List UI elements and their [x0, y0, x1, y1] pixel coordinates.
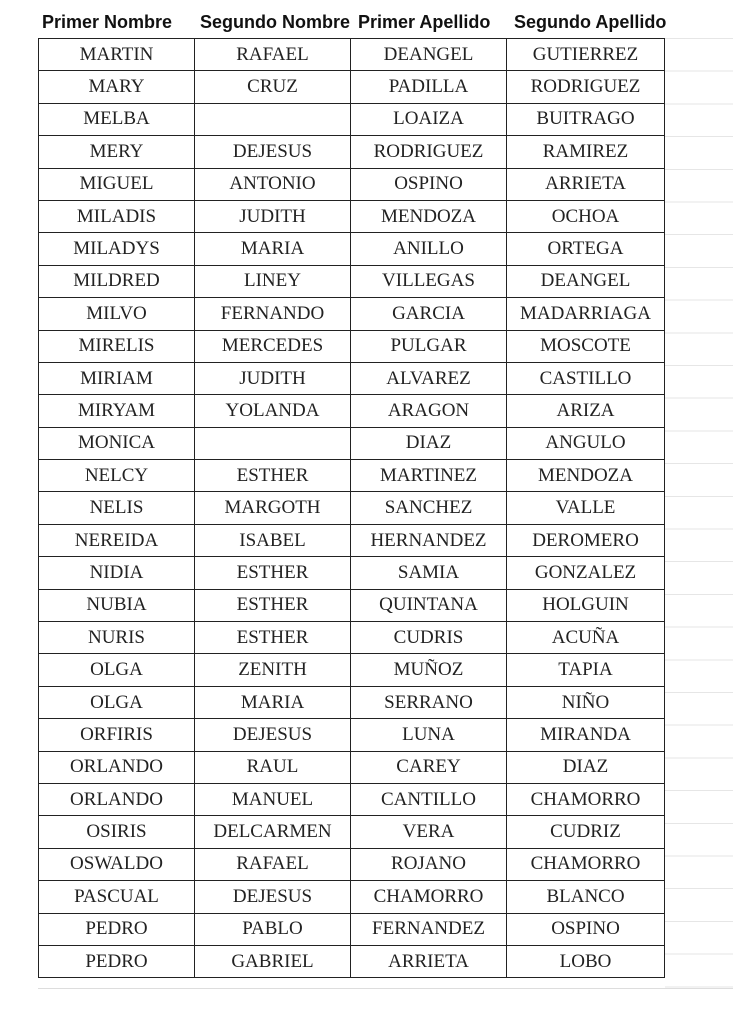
cell-primer-nombre[interactable]: MILVO — [39, 298, 195, 330]
cell-primer-apellido[interactable]: GARCIA — [351, 298, 507, 330]
cell-segundo-apellido[interactable]: BLANCO — [507, 881, 665, 913]
cell-segundo-nombre[interactable]: LINEY — [195, 265, 351, 297]
cell-segundo-apellido[interactable]: OSPINO — [507, 913, 665, 945]
header-segundo-apellido[interactable]: Segundo Apellido — [514, 11, 667, 32]
cell-primer-apellido[interactable]: MUÑOZ — [351, 654, 507, 686]
cell-primer-nombre[interactable]: MIRELIS — [39, 330, 195, 362]
cell-segundo-nombre[interactable]: RAUL — [195, 751, 351, 783]
table-row — [39, 945, 665, 977]
table-row — [39, 913, 665, 945]
cell-segundo-nombre[interactable] — [195, 427, 351, 459]
table-row — [39, 589, 665, 621]
cell-segundo-nombre[interactable]: CRUZ — [195, 71, 351, 103]
table-row — [39, 200, 665, 232]
table-row — [39, 395, 665, 427]
table-row — [39, 39, 665, 71]
table-row — [39, 816, 665, 848]
cell-segundo-apellido[interactable]: VALLE — [507, 492, 665, 524]
cell-primer-apellido[interactable]: MENDOZA — [351, 200, 507, 232]
cell-primer-nombre[interactable]: MARTIN — [39, 39, 195, 71]
cell-segundo-apellido[interactable]: DEANGEL — [507, 265, 665, 297]
cell-segundo-nombre[interactable]: DEJESUS — [195, 719, 351, 751]
cell-primer-nombre[interactable]: MILDRED — [39, 265, 195, 297]
cell-segundo-apellido[interactable]: CUDRIZ — [507, 816, 665, 848]
table-row — [39, 298, 665, 330]
table-row — [39, 265, 665, 297]
table-row — [39, 719, 665, 751]
cell-primer-nombre[interactable]: MARY — [39, 71, 195, 103]
cell-segundo-nombre[interactable]: MARGOTH — [195, 492, 351, 524]
cell-primer-nombre[interactable]: ORLANDO — [39, 751, 195, 783]
cell-segundo-apellido[interactable]: CHAMORRO — [507, 783, 665, 815]
cell-segundo-apellido[interactable]: OCHOA — [507, 200, 665, 232]
cell-primer-nombre[interactable]: PASCUAL — [39, 881, 195, 913]
cell-segundo-nombre[interactable]: DEJESUS — [195, 136, 351, 168]
cell-primer-nombre[interactable]: PEDRO — [39, 945, 195, 977]
cell-primer-apellido[interactable]: DIAZ — [351, 427, 507, 459]
cell-primer-nombre[interactable]: OLGA — [39, 654, 195, 686]
cell-segundo-nombre[interactable]: ESTHER — [195, 622, 351, 654]
table-row — [39, 71, 665, 103]
cell-segundo-nombre[interactable]: RAFAEL — [195, 39, 351, 71]
cell-primer-apellido[interactable]: DEANGEL — [351, 39, 507, 71]
cell-primer-nombre[interactable]: MERY — [39, 136, 195, 168]
cell-segundo-nombre[interactable]: PABLO — [195, 913, 351, 945]
cell-segundo-apellido[interactable]: GONZALEZ — [507, 557, 665, 589]
cell-primer-nombre[interactable]: NIDIA — [39, 557, 195, 589]
cell-primer-apellido[interactable]: MARTINEZ — [351, 460, 507, 492]
table-row — [39, 103, 665, 135]
cell-segundo-apellido[interactable]: CHAMORRO — [507, 848, 665, 880]
cell-primer-nombre[interactable]: ORFIRIS — [39, 719, 195, 751]
cell-primer-nombre[interactable]: OSWALDO — [39, 848, 195, 880]
cell-primer-nombre[interactable]: MIRIAM — [39, 362, 195, 394]
cell-primer-apellido[interactable]: CHAMORRO — [351, 881, 507, 913]
cell-primer-apellido[interactable]: PADILLA — [351, 71, 507, 103]
cell-primer-nombre[interactable]: MONICA — [39, 427, 195, 459]
header-primer-nombre[interactable]: Primer Nombre — [42, 11, 173, 32]
cell-primer-apellido[interactable]: SERRANO — [351, 686, 507, 718]
cell-segundo-apellido[interactable]: NIÑO — [507, 686, 665, 718]
cell-primer-apellido[interactable]: CUDRIS — [351, 622, 507, 654]
cell-segundo-apellido[interactable]: ACUÑA — [507, 622, 665, 654]
cell-segundo-nombre[interactable]: MARIA — [195, 233, 351, 265]
cell-segundo-apellido[interactable]: TAPIA — [507, 654, 665, 686]
cell-primer-apellido[interactable]: VERA — [351, 816, 507, 848]
cell-primer-apellido[interactable]: RODRIGUEZ — [351, 136, 507, 168]
header-row — [38, 6, 710, 38]
table-row — [39, 492, 665, 524]
cell-primer-nombre[interactable]: OSIRIS — [39, 816, 195, 848]
cell-primer-nombre[interactable]: NUBIA — [39, 589, 195, 621]
table-row — [39, 751, 665, 783]
cell-segundo-apellido[interactable]: LOBO — [507, 945, 665, 977]
cell-segundo-apellido[interactable]: DIAZ — [507, 751, 665, 783]
cell-primer-nombre[interactable]: MILADIS — [39, 200, 195, 232]
table-row — [39, 362, 665, 394]
cell-segundo-nombre[interactable]: JUDITH — [195, 200, 351, 232]
cell-segundo-apellido[interactable]: MIRANDA — [507, 719, 665, 751]
cell-segundo-apellido[interactable]: ORTEGA — [507, 233, 665, 265]
names-table — [38, 38, 665, 978]
cell-primer-nombre[interactable]: MIRYAM — [39, 395, 195, 427]
cell-segundo-nombre[interactable]: FERNANDO — [195, 298, 351, 330]
cell-primer-apellido[interactable]: ANILLO — [351, 233, 507, 265]
table-row — [39, 168, 665, 200]
cell-segundo-apellido[interactable]: ANGULO — [507, 427, 665, 459]
cell-primer-nombre[interactable]: NEREIDA — [39, 524, 195, 556]
cell-primer-apellido[interactable]: FERNANDEZ — [351, 913, 507, 945]
cell-segundo-apellido[interactable]: MENDOZA — [507, 460, 665, 492]
table-row — [39, 881, 665, 913]
cell-primer-nombre[interactable]: PEDRO — [39, 913, 195, 945]
cell-segundo-apellido[interactable]: BUITRAGO — [507, 103, 665, 135]
cell-primer-apellido[interactable]: VILLEGAS — [351, 265, 507, 297]
cell-primer-apellido[interactable]: HERNANDEZ — [351, 524, 507, 556]
table-row — [39, 136, 665, 168]
cell-primer-nombre[interactable]: NURIS — [39, 622, 195, 654]
cell-primer-nombre[interactable]: NELIS — [39, 492, 195, 524]
cell-primer-apellido[interactable]: LOAIZA — [351, 103, 507, 135]
cell-segundo-nombre[interactable]: ISABEL — [195, 524, 351, 556]
cell-segundo-nombre[interactable]: GABRIEL — [195, 945, 351, 977]
table-row — [39, 622, 665, 654]
empty-cells-area — [665, 38, 733, 988]
header-primer-apellido[interactable]: Primer Apellido — [358, 11, 491, 32]
cell-primer-apellido[interactable]: OSPINO — [351, 168, 507, 200]
cell-segundo-nombre[interactable]: JUDITH — [195, 362, 351, 394]
cell-primer-apellido[interactable]: QUINTANA — [351, 589, 507, 621]
cell-primer-apellido[interactable]: LUNA — [351, 719, 507, 751]
table-row — [39, 557, 665, 589]
cell-segundo-nombre[interactable]: RAFAEL — [195, 848, 351, 880]
cell-primer-apellido[interactable]: ARAGON — [351, 395, 507, 427]
cell-segundo-nombre[interactable]: ESTHER — [195, 589, 351, 621]
cell-primer-nombre[interactable]: MIGUEL — [39, 168, 195, 200]
cell-segundo-apellido[interactable]: RODRIGUEZ — [507, 71, 665, 103]
cell-primer-nombre[interactable]: OLGA — [39, 686, 195, 718]
cell-primer-apellido[interactable]: SANCHEZ — [351, 492, 507, 524]
cell-primer-nombre[interactable]: MELBA — [39, 103, 195, 135]
table-row — [39, 686, 665, 718]
cell-segundo-apellido[interactable]: GUTIERREZ — [507, 39, 665, 71]
cell-primer-nombre[interactable]: ORLANDO — [39, 783, 195, 815]
cell-segundo-apellido[interactable]: ARIZA — [507, 395, 665, 427]
cell-primer-apellido[interactable]: PULGAR — [351, 330, 507, 362]
cell-segundo-nombre[interactable]: ESTHER — [195, 557, 351, 589]
table-row — [39, 460, 665, 492]
cell-primer-apellido[interactable]: ALVAREZ — [351, 362, 507, 394]
cell-segundo-nombre[interactable]: ESTHER — [195, 460, 351, 492]
cell-segundo-apellido[interactable]: MADARRIAGA — [507, 298, 665, 330]
table-row — [39, 233, 665, 265]
cell-segundo-nombre[interactable]: DELCARMEN — [195, 816, 351, 848]
table-row — [39, 524, 665, 556]
cell-segundo-apellido[interactable]: DEROMERO — [507, 524, 665, 556]
cell-segundo-nombre[interactable]: MARIA — [195, 686, 351, 718]
cell-segundo-apellido[interactable]: CASTILLO — [507, 362, 665, 394]
cell-segundo-nombre[interactable] — [195, 103, 351, 135]
cell-primer-nombre[interactable]: MILADYS — [39, 233, 195, 265]
table-row — [39, 330, 665, 362]
cell-segundo-apellido[interactable]: RAMIREZ — [507, 136, 665, 168]
cell-segundo-nombre[interactable]: ZENITH — [195, 654, 351, 686]
cell-segundo-nombre[interactable]: YOLANDA — [195, 395, 351, 427]
cell-primer-apellido[interactable]: CANTILLO — [351, 783, 507, 815]
cell-primer-apellido[interactable]: CAREY — [351, 751, 507, 783]
table-row — [39, 654, 665, 686]
cell-segundo-nombre[interactable]: MANUEL — [195, 783, 351, 815]
cell-segundo-nombre[interactable]: DEJESUS — [195, 881, 351, 913]
cell-segundo-nombre[interactable]: MERCEDES — [195, 330, 351, 362]
cell-segundo-nombre[interactable]: ANTONIO — [195, 168, 351, 200]
bottom-gridline — [38, 988, 733, 989]
cell-primer-apellido[interactable]: ROJANO — [351, 848, 507, 880]
names-table-body — [39, 39, 665, 978]
cell-primer-apellido[interactable]: ARRIETA — [351, 945, 507, 977]
table-row — [39, 427, 665, 459]
header-segundo-nombre[interactable]: Segundo Nombre — [200, 11, 351, 32]
table-row — [39, 783, 665, 815]
cell-primer-nombre[interactable]: NELCY — [39, 460, 195, 492]
cell-primer-apellido[interactable]: SAMIA — [351, 557, 507, 589]
cell-segundo-apellido[interactable]: MOSCOTE — [507, 330, 665, 362]
cell-segundo-apellido[interactable]: HOLGUIN — [507, 589, 665, 621]
cell-segundo-apellido[interactable]: ARRIETA — [507, 168, 665, 200]
table-row — [39, 848, 665, 880]
